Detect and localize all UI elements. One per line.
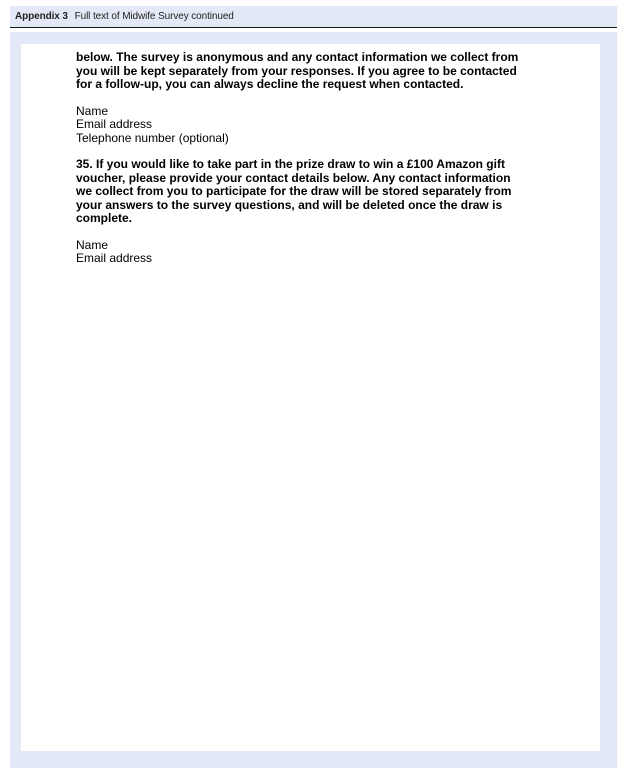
header-text <box>15 11 234 22</box>
survey-page <box>21 44 600 751</box>
appendix-label: Appendix 3 <box>15 11 68 22</box>
prize-draw-email-field: Email address <box>76 251 153 265</box>
question-35: 35. If you would like to take part in the prize draw to win a £100 Amazon gift voucher, please provide your contact details below. Any contact information we collect from you to participate for the draw will be stored separately from your answers to the survey questions, and will be deleted once the draw is complete. <box>76 157 512 225</box>
appendix-title: Full text of Midwife Survey continued <box>74 11 234 22</box>
survey-content <box>76 51 526 266</box>
prize-draw-fields <box>76 239 526 266</box>
prize-draw-name-field: Name <box>76 237 109 252</box>
page-header <box>10 6 617 28</box>
followup-telephone-field: Telephone number (optional) <box>76 130 229 145</box>
appendix-frame <box>10 32 617 768</box>
followup-email-field: Email address <box>76 117 153 131</box>
contact-intro-paragraph: below. The survey is anonymous and any contact information we collect from you will be kept separately from your responses. If you agree to be contacted for a follow-up, you can always decline the request when contacted. <box>76 50 519 91</box>
followup-name-field: Name <box>76 103 109 118</box>
followup-contact-fields <box>76 105 526 146</box>
